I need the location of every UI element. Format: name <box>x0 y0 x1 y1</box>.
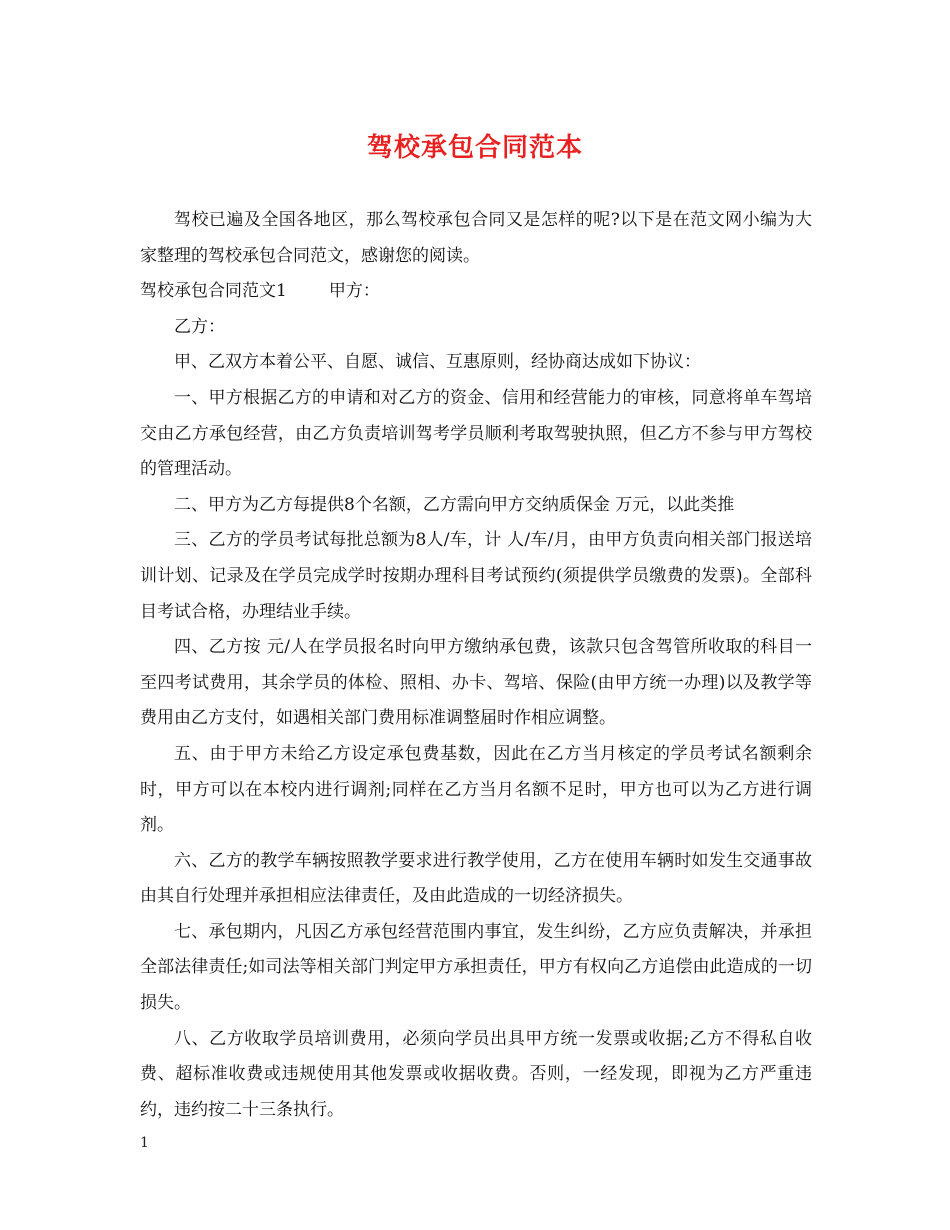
preamble-paragraph: 甲、乙双方本着公平、自愿、诚信、互惠原则，经协商达成如下协议： <box>174 352 701 373</box>
document-title: 驾校承包合同范本 <box>366 133 583 163</box>
clause-5: 五、由于甲方未给乙方设定承包费基数，因此在乙方当月核定的学员考试名额剩余时，甲方可以在本校内进行调剂;同样在乙方当月名额不足时，甲方也可以为乙方进行调剂。 <box>140 743 812 836</box>
party-a-label: 甲方： <box>328 281 380 302</box>
clause-1: 一、甲方根据乙方的申请和对乙方的资金、信用和经营能力的审核，同意将单车驾培交由乙方承包经营，由乙方负责培训驾考学员顺利考取驾驶执照，但乙方不参与甲方驾校的管理活动。 <box>140 387 812 480</box>
party-b-label: 乙方： <box>174 316 225 337</box>
document-body <box>140 203 812 1128</box>
clause-6: 六、乙方的教学车辆按照教学要求进行教学使用，乙方在使用车辆时如发生交通事故由其自行处理并承担相应法律责任，及由此造成的一切经济损失。 <box>140 850 812 907</box>
page-number: 1 <box>140 1135 149 1151</box>
clause-4: 四、乙方按 元/人在学员报名时向甲方缴纳承包费，该款只包含驾管所收取的科目一至四考试费用，其余学员的体检、照相、办卡、驾培、保险(由甲方统一办理)以及教学等费用由乙方支付，如遇相关部门费用标准调整届时作相应调整。 <box>140 637 812 729</box>
clause-7: 七、承包期内，凡因乙方承包经营范围内事宜，发生纠纷，乙方应负责解决，并承担全部法律责任;如司法等相关部门判定甲方承担责任，甲方有权向乙方追偿由此造成的一切损失。 <box>140 921 812 1014</box>
subheading: 驾校承包合同范文1 <box>140 281 287 302</box>
clause-3: 三、乙方的学员考试每批总额为8人/车，计 人/车/月，由甲方负责向相关部门报送培训计划、记录及在学员完成学时按期办理科目考试预约(须提供学员缴费的发票)。全部科目考试合格，办理结业手续。 <box>140 530 812 622</box>
subheading-line <box>140 274 812 310</box>
clause-2: 二、甲方为乙方每提供8个名额，乙方需向甲方交纳质保金 万元，以此类推 <box>174 494 735 515</box>
intro-paragraph: 驾校已遍及全国各地区，那么驾校承包合同又是怎样的呢?以下是在范文网小编为大家整理的驾校承包合同范文，感谢您的阅读。 <box>140 210 812 266</box>
clause-8: 八、乙方收取学员培训费用，必须向学员出具甲方统一发票或收据;乙方不得私自收费、超标准收费或违规使用其他发票或收据收费。否则，一经发现，即视为乙方严重违约，违约按二十三条执行。 <box>140 1028 812 1120</box>
